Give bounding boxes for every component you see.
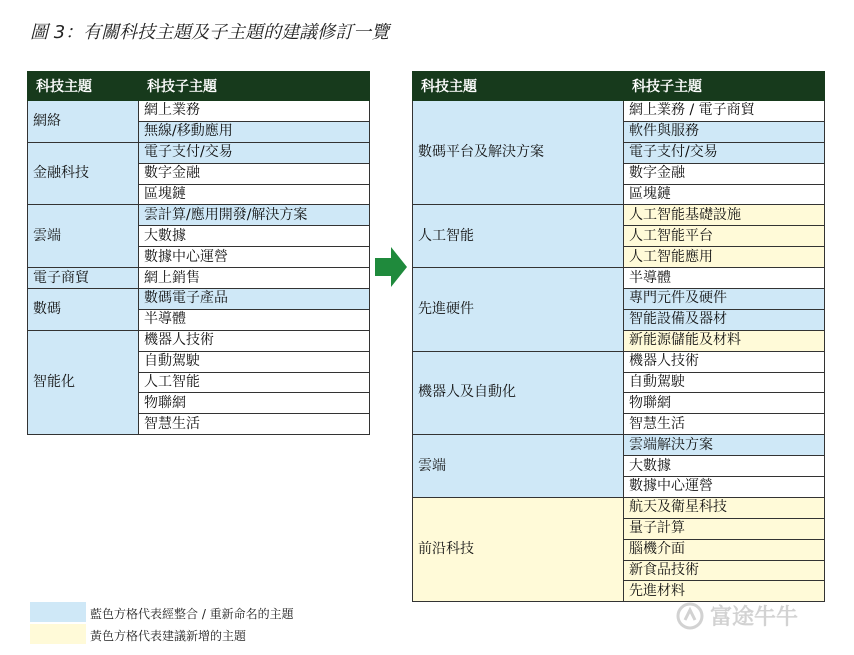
- table-row: [28, 205, 370, 226]
- table-header-row: [28, 72, 370, 101]
- theme-cell: 電子商貿: [28, 268, 139, 289]
- legend-blue-swatch: [30, 602, 86, 622]
- table-row: [28, 101, 370, 122]
- subtheme-cell: 數字金融: [139, 163, 370, 184]
- table-row: [413, 497, 825, 518]
- table-row: [28, 330, 370, 351]
- subtheme-cell: 人工智能平台: [624, 226, 825, 247]
- table-row: [28, 289, 370, 310]
- subtheme-cell: 大數據: [139, 226, 370, 247]
- subtheme-cell: 智慧生活: [624, 414, 825, 435]
- legend-blue-text: 藍色方格代表經整合 / 重新命名的主題: [90, 607, 294, 621]
- subtheme-header: 科技子主題: [139, 72, 370, 101]
- subtheme-cell: 半導體: [624, 268, 825, 289]
- subtheme-cell: 機器人技術: [624, 351, 825, 372]
- proposed-themes-table: [412, 71, 825, 602]
- subtheme-cell: 智慧生活: [139, 414, 370, 435]
- theme-cell: 人工智能: [413, 205, 624, 268]
- theme-cell: 雲端: [413, 435, 624, 498]
- theme-cell: 數碼平台及解決方案: [413, 101, 624, 205]
- futu-logo-icon: [676, 602, 704, 630]
- subtheme-cell: 軟件與服務: [624, 121, 825, 142]
- subtheme-cell: 先進材料: [624, 581, 825, 602]
- subtheme-cell: 量子計算: [624, 518, 825, 539]
- subtheme-cell: 區塊鏈: [624, 184, 825, 205]
- subtheme-cell: 雲計算/應用開發/解決方案: [139, 205, 370, 226]
- subtheme-cell: 人工智能應用: [624, 247, 825, 268]
- subtheme-cell: 數據中心運營: [139, 247, 370, 268]
- subtheme-cell: 數字金融: [624, 163, 825, 184]
- subtheme-cell: 半導體: [139, 309, 370, 330]
- theme-header: 科技主題: [413, 72, 624, 101]
- theme-cell: 先進硬件: [413, 268, 624, 352]
- subtheme-cell: 區塊鏈: [139, 184, 370, 205]
- subtheme-cell: 專門元件及硬件: [624, 289, 825, 310]
- table-row: [413, 205, 825, 226]
- subtheme-cell: 人工智能基礎設施: [624, 205, 825, 226]
- table-row: [413, 268, 825, 289]
- legend-yellow-swatch: [30, 624, 86, 644]
- current-themes-table: [27, 71, 370, 435]
- table-row: [413, 351, 825, 372]
- subtheme-cell: 人工智能: [139, 372, 370, 393]
- subtheme-header: 科技子主題: [624, 72, 825, 101]
- subtheme-cell: 腦機介面: [624, 539, 825, 560]
- subtheme-cell: 機器人技術: [139, 330, 370, 351]
- theme-cell: 機器人及自動化: [413, 351, 624, 435]
- subtheme-cell: 電子支付/交易: [139, 142, 370, 163]
- subtheme-cell: 自動駕駛: [139, 351, 370, 372]
- subtheme-cell: 大數據: [624, 456, 825, 477]
- table-row: [28, 268, 370, 289]
- theme-cell: 雲端: [28, 205, 139, 268]
- subtheme-cell: 網上業務 / 電子商貿: [624, 101, 825, 122]
- subtheme-cell: 數據中心運營: [624, 477, 825, 498]
- subtheme-cell: 電子支付/交易: [624, 142, 825, 163]
- theme-header: 科技主題: [28, 72, 139, 101]
- subtheme-cell: 新食品技術: [624, 560, 825, 581]
- table-header-row: [413, 72, 825, 101]
- theme-cell: 金融科技: [28, 142, 139, 205]
- theme-cell: 前沿科技: [413, 497, 624, 601]
- subtheme-cell: 雲端解決方案: [624, 435, 825, 456]
- subtheme-cell: 物聯網: [624, 393, 825, 414]
- subtheme-cell: 航天及衛星科技: [624, 497, 825, 518]
- table-row: [28, 142, 370, 163]
- subtheme-cell: 網上銷售: [139, 268, 370, 289]
- watermark-text: 富途牛牛: [710, 605, 799, 630]
- subtheme-cell: 自動駕駛: [624, 372, 825, 393]
- subtheme-cell: 數碼電子產品: [139, 289, 370, 310]
- theme-cell: 數碼: [28, 289, 139, 331]
- subtheme-cell: 物聯網: [139, 393, 370, 414]
- table-row: [413, 101, 825, 122]
- theme-cell: 網絡: [28, 101, 139, 143]
- watermark: [676, 600, 798, 631]
- subtheme-cell: 網上業務: [139, 101, 370, 122]
- subtheme-cell: 智能設備及器材: [624, 309, 825, 330]
- figure-title: 圖 3：有關科技主題及子主題的建議修訂一覽: [30, 22, 390, 43]
- legend-yellow-text: 黃色方格代表建議新增的主題: [90, 629, 247, 643]
- subtheme-cell: 無線/移動應用: [139, 121, 370, 142]
- table-row: [413, 435, 825, 456]
- subtheme-cell: 新能源儲能及材料: [624, 330, 825, 351]
- arrow-right-icon: [375, 247, 407, 287]
- theme-cell: 智能化: [28, 330, 139, 434]
